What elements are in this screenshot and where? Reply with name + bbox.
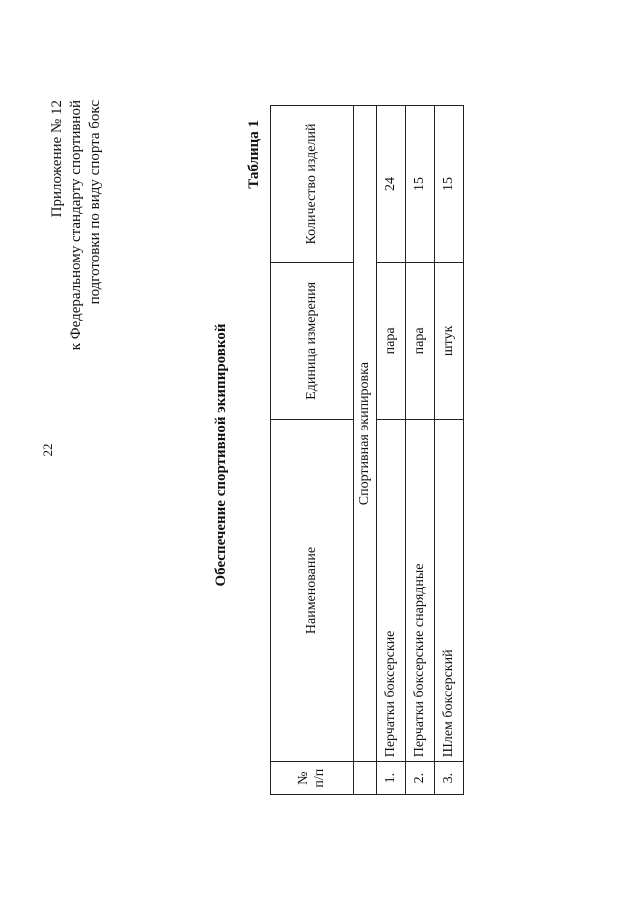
row-num: 2.: [406, 762, 435, 795]
header-num: № п/п: [271, 762, 354, 795]
document-title: Обеспечение спортивной экипировкой: [213, 323, 229, 587]
table-row: [377, 106, 406, 795]
equipment-table: [270, 105, 464, 795]
appendix-line-2: к Федеральному стандарту спортивной: [68, 100, 84, 351]
row-qty: 15: [406, 106, 435, 263]
header-qty: Количество изделий: [271, 106, 354, 263]
section-row: [354, 106, 377, 795]
table-caption: Таблица 1: [246, 120, 262, 189]
row-qty: 24: [377, 106, 406, 263]
table-row: [406, 106, 435, 795]
page-number: 22: [40, 443, 55, 457]
section-num-cell: [354, 762, 377, 795]
header-unit: Единица измерения: [271, 262, 354, 419]
row-name: Перчатки боксерские: [377, 419, 406, 762]
row-qty: 15: [435, 106, 464, 263]
header-name: Наименование: [271, 419, 354, 762]
row-num: 3.: [435, 762, 464, 795]
appendix-line-3: подготовки по виду спорта бокс: [87, 100, 103, 305]
section-title: Спортивная экипировка: [354, 106, 377, 762]
appendix-line-1: Приложение № 12: [49, 100, 65, 218]
row-num: 1.: [377, 762, 406, 795]
row-unit: пара: [377, 262, 406, 419]
row-name: Шлем боксерский: [435, 419, 464, 762]
row-name: Перчатки боксерские снарядные: [406, 419, 435, 762]
table-row: [435, 106, 464, 795]
appendix-header: [48, 100, 105, 350]
row-unit: штук: [435, 262, 464, 419]
row-unit: пара: [406, 262, 435, 419]
table-header-row: [271, 106, 354, 795]
